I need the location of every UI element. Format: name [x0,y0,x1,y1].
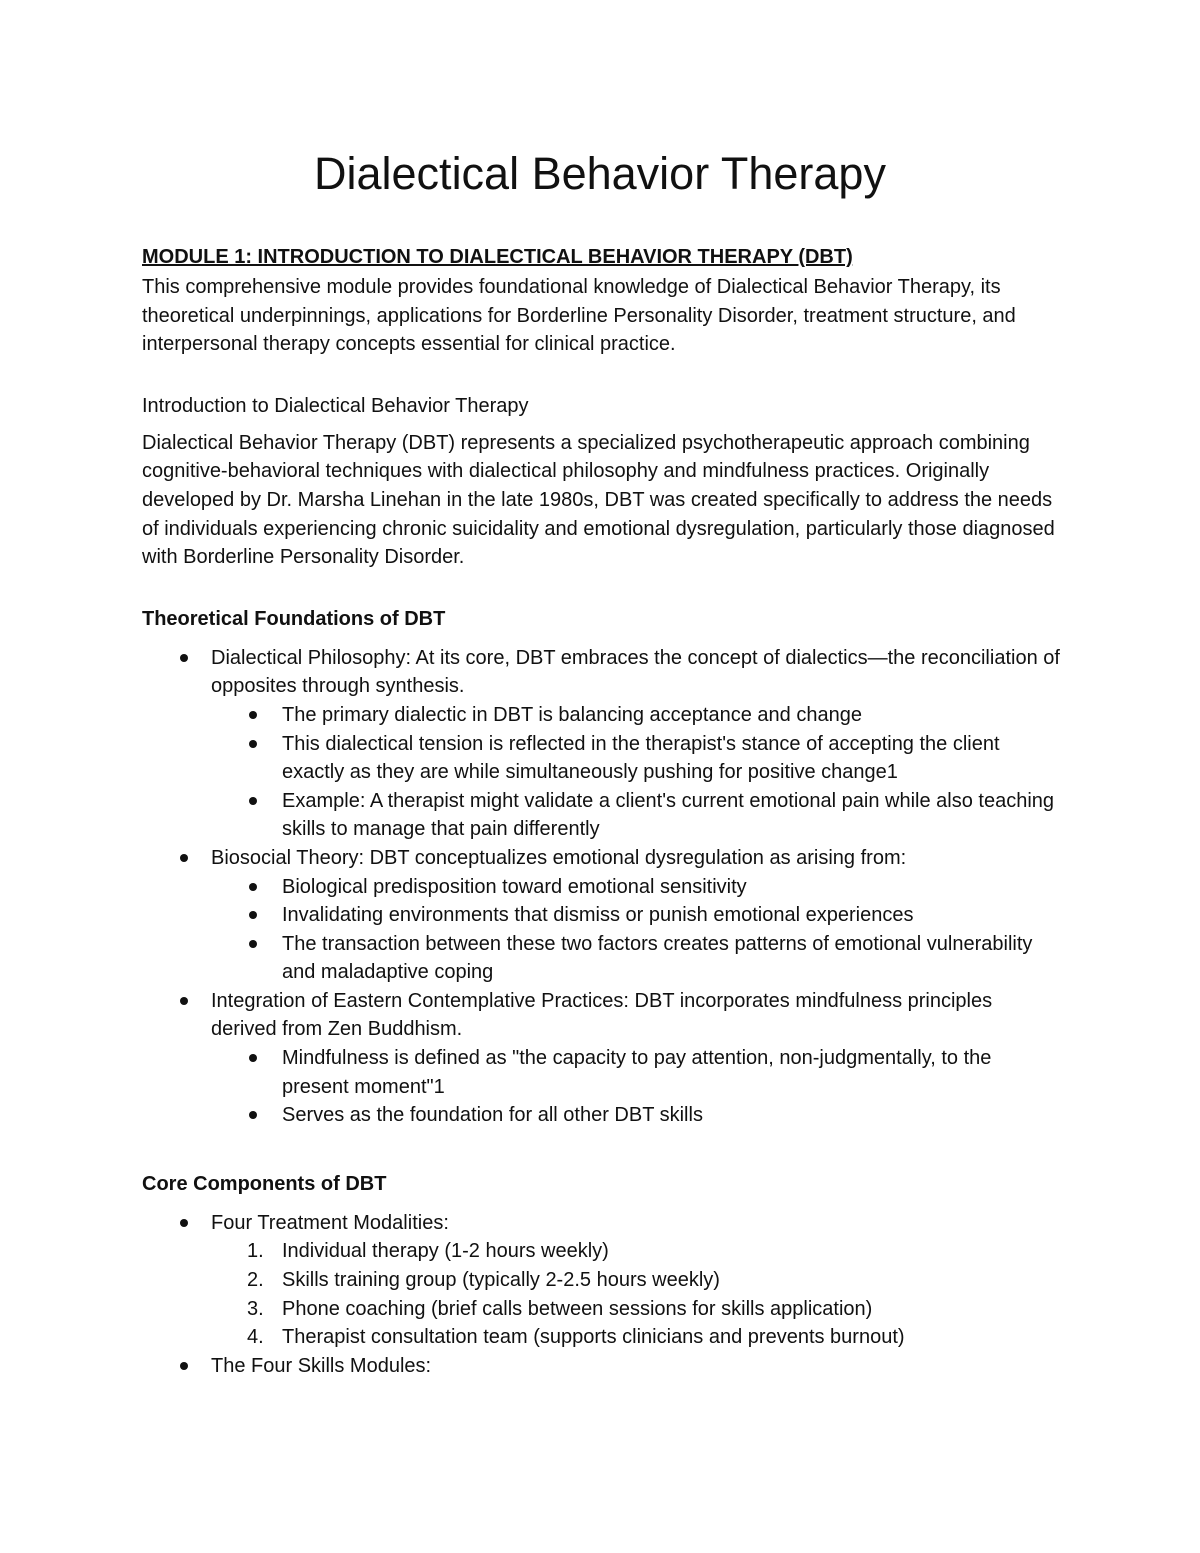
module-heading: MODULE 1: INTRODUCTION TO DIALECTICAL BEHAVIOR THERAPY (DBT) [142,246,853,268]
bullet-icon [249,1111,257,1119]
module-description: This comprehensive module provides foundational knowledge of Dialectical Behavior Therapy, its theoretical underpinnings, applications for Borderline Personality Disorder, treatment structure, and interpersonal therapy concepts essential for clinical practice. [142,276,1016,356]
sub-list [142,1044,1062,1130]
sub-list-item [211,701,1062,730]
bullet-icon [249,740,257,748]
bullet-icon [180,1219,188,1227]
bullet-icon [249,940,257,948]
numbered-item-text: Skills training group (typically 2-2.5 hours weekly) [282,1269,720,1292]
numbered-item-text: Phone coaching (brief calls between sessions for skills application) [282,1297,873,1320]
sub-list-item [211,873,1062,902]
numbered-item-text: Individual therapy (1-2 hours weekly) [282,1240,609,1263]
document-content [142,243,1062,1380]
bullet-icon [180,654,188,662]
list-item [142,1352,1062,1381]
sub-list-item [211,1044,1062,1101]
bullet-icon [249,1054,257,1062]
bullet-icon [249,883,257,891]
sub-list [142,873,1062,987]
item-number: 4. [247,1326,264,1349]
numbered-item [211,1295,1062,1324]
modalities-list [142,1237,1062,1351]
item-number: 3. [247,1297,264,1320]
sub-list-item [211,1101,1062,1130]
intro-heading: Introduction to Dialectical Behavior Therapy [142,394,529,417]
sub-list-item-text: Mindfulness is defined as "the capacity to pay attention, non-judgmentally, to the present moment"1 [282,1047,992,1098]
list-item-text: Four Treatment Modalities: [211,1211,449,1234]
sub-list-item-text: Biological predisposition toward emotional sensitivity [282,875,747,898]
numbered-item-text: Therapist consultation team (supports clinicians and prevents burnout) [282,1326,905,1349]
core-list [142,1209,1062,1381]
intro-body: Dialectical Behavior Therapy (DBT) represents a specialized psychotherapeutic approach combining cognitive-behavioral techniques with dialectical philosophy and mindfulness practices. Originally developed by Dr. Marsha Linehan in the late 1980s, DBT was created specifically to address the needs of individuals experiencing chronic suicidality and emotional dysregulation, particularly those diagnosed with Borderline Personality Disorder. [142,431,1055,569]
list-item-text: The Four Skills Modules: [211,1354,432,1377]
sub-list-item-text: The primary dialectic in DBT is balancing acceptance and change [282,703,862,726]
theory-heading: Theoretical Foundations of DBT [142,607,446,630]
numbered-item [211,1323,1062,1352]
sub-list-item-text: Serves as the foundation for all other DBT skills [282,1104,703,1127]
list-item [142,987,1062,1130]
core-heading: Core Components of DBT [142,1172,387,1195]
bullet-icon [180,854,188,862]
bullet-icon [180,997,188,1005]
sub-list-item [211,787,1062,844]
list-item-text: Integration of Eastern Contemplative Practices: DBT incorporates mindfulness principles derived from Zen Buddhism. [211,989,993,1041]
sub-list-item-text: The transaction between these two factors creates patterns of emotional vulnerability and maladaptive coping [282,932,1033,984]
bullet-icon [180,1362,188,1370]
numbered-item [211,1237,1062,1266]
numbered-item [211,1266,1062,1295]
list-item [142,844,1062,987]
list-item-text: Biosocial Theory: DBT conceptualizes emotional dysregulation as arising from: [211,846,907,869]
sub-list-item [211,901,1062,930]
list-item [142,1209,1062,1352]
item-number: 2. [247,1269,264,1292]
sub-list-item-text: Invalidating environments that dismiss or punish emotional experiences [282,904,914,927]
sub-list-item-text: Example: A therapist might validate a client's current emotional pain while also teaching skills to manage that pain differently [282,789,1055,841]
bullet-icon [249,711,257,719]
theory-list [142,644,1062,1130]
bullet-icon [249,797,257,805]
sub-list-item [211,930,1062,987]
sub-list-item-text: This dialectical tension is reflected in the therapist's stance of accepting the client exactly as they are while simultaneously pushing for positive change1 [282,732,1000,784]
sub-list-item [211,730,1062,787]
sub-list [142,701,1062,844]
list-item [142,644,1062,844]
list-item-text: Dialectical Philosophy: At its core, DBT embraces the concept of dialectics—the reconciliation of opposites through synthesis. [211,646,1060,698]
item-number: 1. [247,1240,264,1263]
document-title: Dialectical Behavior Therapy [314,148,886,199]
bullet-icon [249,911,257,919]
